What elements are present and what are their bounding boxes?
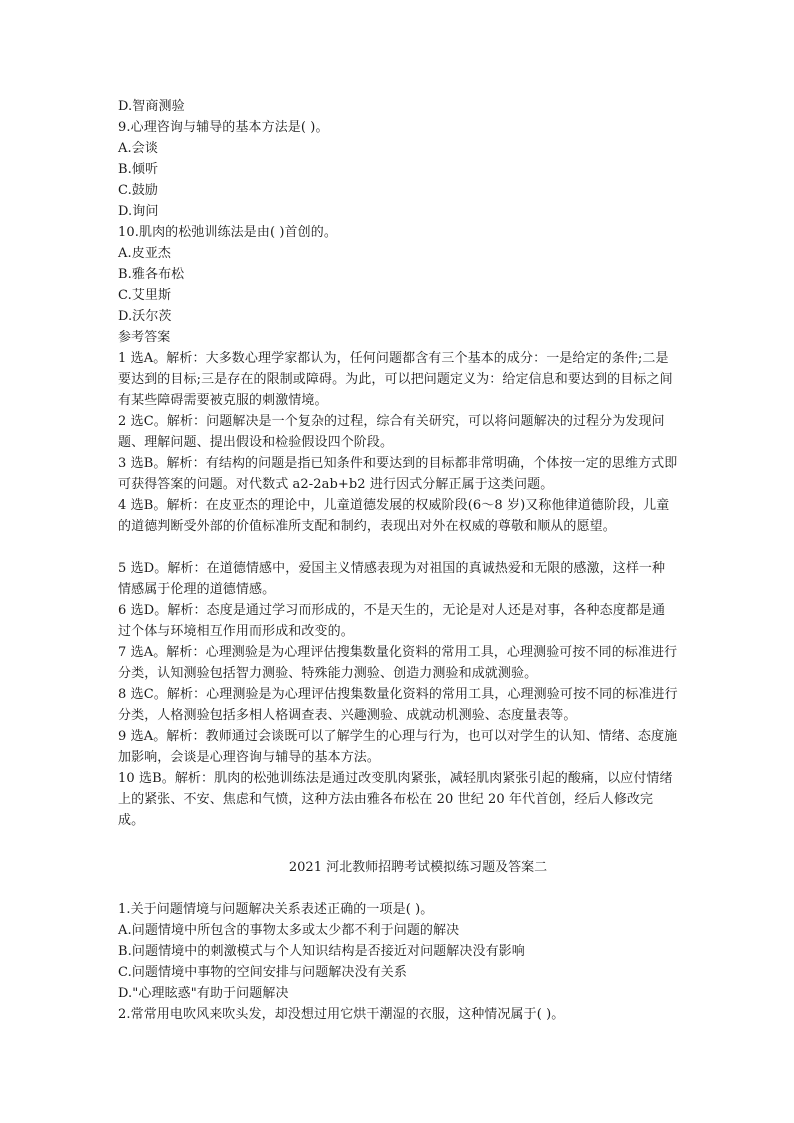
q10-option-b: B.雅各布松: [118, 267, 185, 282]
q10-option-d: D.沃尔茨: [118, 309, 172, 324]
q10-option-a: A.皮亚杰: [118, 246, 172, 261]
answer-7: 7 选A。解析：心理测验是为心理评估搜集数量化资料的常用工具，心理测验可按不同的标准进行分类，认知测验包括智力测验、特殊能力测验、创造力测验和成就测验。: [118, 645, 678, 681]
q10-option-c: C.艾里斯: [118, 288, 172, 303]
answers-heading: 参考答案: [118, 330, 171, 345]
blank-line: [118, 878, 678, 899]
blank-line: [118, 831, 678, 857]
q9-option-b: B.倾听: [118, 162, 159, 177]
s2-q1-option-c: C.问题情境中事物的空间安排与问题解决没有关系: [118, 965, 407, 980]
answer-4: 4 选B。解析：在皮亚杰的理论中，儿童道德发展的权威阶段(6～8 岁)又称他律道德阶段，儿童的道德判断受外部的价值标准所支配和制约，表现出对外在权威的尊敬和顺从的愿望。: [118, 498, 670, 534]
answer-3: 3 选B。解析：有结构的问题是指已知条件和要达到的目标都非常明确，个体按一定的思维方式即可获得答案的问题。对代数式 a2-2ab+b2 进行因式分解正属于这类问题。: [118, 456, 678, 492]
answer-6: 6 选D。解析：态度是通过学习而形成的，不是天生的，无论是对人还是对事，各种态度都是通过个体与环境相互作用而形成和改变的。: [118, 603, 666, 639]
q9-option-d: D.询问: [118, 204, 159, 219]
q9-option-c: C.鼓励: [118, 183, 159, 198]
answer-10: 10 选B。解析：肌肉的松弛训练法是通过改变肌肉紧张，减轻肌肉紧张引起的酸痛，以应付情绪上的紧张、不安、焦虑和气愤，这种方法由雅各布松在 20 世纪 20 年代首创，经后人修改完成。: [118, 771, 673, 828]
s2-q1-option-a: A.问题情境中所包含的事物太多或太少都不利于问题的解决: [118, 923, 460, 938]
section-title: 2021 河北教师招聘考试模拟练习题及答案二: [288, 860, 548, 875]
blank-line: [118, 537, 678, 558]
s2-q1-option-b: B.问题情境中的刺激模式与个人知识结构是否接近对问题解决没有影响: [118, 944, 525, 959]
answer-9: 9 选A。解析：教师通过会谈既可以了解学生的心理与行为，也可以对学生的认知、情绪、态度施加影响，会谈是心理咨询与辅导的基本方法。: [118, 729, 678, 765]
q9-option-a: A.会谈: [118, 141, 158, 156]
answer-2: 2 选C。解析：问题解决是一个复杂的过程，综合有关研究，可以将问题解决的过程分为发现问题、理解问题、提出假设和检验假设四个阶段。: [118, 414, 665, 450]
q8-option-d: D.智商测验: [118, 99, 185, 114]
s2-q1-stem: 1.关于问题情境与问题解决关系表述正确的一项是( )。: [118, 902, 434, 917]
document-page: [118, 96, 678, 1025]
answer-5: 5 选D。解析：在道德情感中，爱国主义情感表现为对祖国的真诚热爱和无限的感激，这样一种情感属于伦理的道德情感。: [118, 561, 666, 597]
answer-8: 8 选C。解析：心理测验是为心理评估搜集数量化资料的常用工具，心理测验可按不同的标准进行分类，人格测验包括多相人格调查表、兴趣测验、成就动机测验、态度量表等。: [118, 687, 678, 723]
q10-stem: 10.肌肉的松弛训练法是由( )首创的。: [118, 225, 337, 240]
s2-q1-option-d: D."心理眩惑"有助于问题解决: [118, 986, 289, 1001]
q9-stem: 9.心理咨询与辅导的基本方法是( )。: [118, 120, 329, 135]
s2-q2-stem: 2.常常用电吹风来吹头发，却没想过用它烘干潮湿的衣服，这种情况属于( )。: [118, 1007, 565, 1022]
answer-1: 1 选A。解析：大多数心理学家都认为，任何问题都含有三个基本的成分：一是给定的条件;二是要达到的目标;三是存在的限制或障碍。为此，可以把问题定义为：给定信息和要达到的目标之间有某些障碍需要被克服的刺激情境。: [118, 351, 673, 408]
